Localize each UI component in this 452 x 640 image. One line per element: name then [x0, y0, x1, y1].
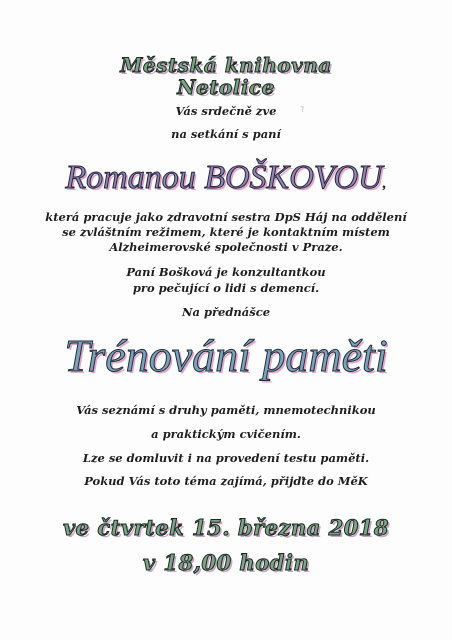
- speaker-name-row: [0, 158, 452, 198]
- consultant-line1: Paní Bošková je konzultantkou: [126, 265, 326, 279]
- invitation-line1: Vás srdečně zve: [175, 104, 277, 118]
- lecture-intro: Na přednášce: [181, 305, 271, 319]
- details-line2: a praktickým cvičením.: [151, 427, 301, 441]
- consultant-line2: pro pečující o lidi s demencí.: [132, 281, 320, 295]
- library-name-line1: Městská knihovna: [120, 53, 332, 77]
- details-line4: Pokud Vás toto téma zajímá, přijďte do MěK: [84, 474, 368, 488]
- invitation-line2: na setkání s paní: [171, 127, 281, 141]
- description-line1: která pracuje jako zdravotní sestra DpS Háj na oddělení: [45, 210, 407, 224]
- details-line1: Vás seznámí s druhy paměti, mnemotechnikou: [76, 403, 376, 417]
- description-line3: Alzheimerovské společnosti v Praze.: [109, 240, 343, 254]
- description-line2: se zvláštním režimem, které je kontaktním místem: [62, 225, 390, 239]
- details-line3: Lze se domluvit i na provedení testu paměti.: [82, 451, 370, 465]
- pencil-mark-icon: ⁊: [300, 104, 304, 113]
- speaker-comma: ,: [382, 175, 387, 192]
- library-name-line2: Netolice: [177, 75, 275, 99]
- lecture-title: Trénování paměti: [64, 330, 388, 381]
- speaker-name: Romanou BOŠKOVOU: [65, 159, 383, 196]
- event-time: v 18,00 hodin: [142, 550, 310, 575]
- event-date: ve čtvrtek 15. března 2018: [62, 515, 390, 540]
